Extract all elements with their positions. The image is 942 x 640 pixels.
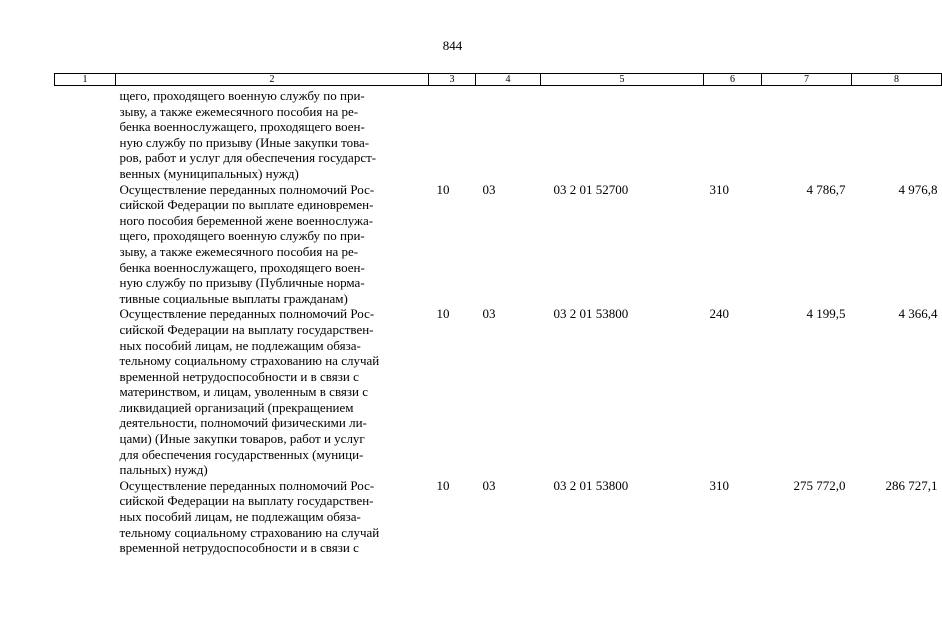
column-header-7: 7 — [762, 74, 852, 86]
table-row — [55, 182, 942, 307]
row-section — [429, 86, 476, 182]
row-subsection: 03 — [482, 477, 496, 493]
row-target-code: 03 2 01 52700 — [553, 181, 629, 197]
row-amount-year2 — [852, 86, 942, 182]
row-target-code — [541, 86, 704, 182]
row-amount-year2: 4 366,4 — [898, 306, 938, 322]
row-expense-type: 310 — [709, 477, 729, 493]
row-description: щего, проходящего военную службу по при- зыву, а также ежемесячного пособия на ре- бенка военнослужащего, проходящего воен- ную службу по призыву (Иные закупки това- ров, работ и услуг для обеспечения государст- венных (муниципальных) нужд) — [119, 88, 377, 181]
budget-table — [54, 73, 942, 556]
row-section: 10 — [436, 181, 450, 197]
column-header-1: 1 — [55, 74, 116, 86]
row-index-cell — [55, 86, 116, 182]
row-target-code: 03 2 01 53800 — [553, 306, 629, 322]
page-number: 844 — [442, 38, 463, 53]
row-amount-year2: 286 727,1 — [885, 477, 938, 493]
row-description: Осуществление переданных полномочий Рос- сийской Федерации на выплату государствен- ных пособий лицам, не подлежащим обяза- тельному социальному страхованию на случай временной нетрудоспособности и в связи с — [119, 477, 380, 556]
column-header-6: 6 — [704, 74, 762, 86]
table-row — [55, 306, 942, 478]
column-header-3: 3 — [429, 74, 476, 86]
row-subsection: 03 — [482, 181, 496, 197]
table-row — [55, 86, 942, 182]
row-expense-type: 310 — [709, 181, 729, 197]
row-expense-type — [704, 86, 762, 182]
row-index-cell — [55, 478, 116, 556]
row-description: Осуществление переданных полномочий Рос- сийской Федерации на выплату государствен- ных пособий лицам, не подлежащим обяза- тельному социальному страхованию на случай временной нетрудоспособности и в связи с материнством, и лицам, уволенным в связи с ликвидацией организаций (прекращением деятельности, полномочий физическими ли- цами) (Иные закупки товаров, работ и услуг для обеспечения государственных (муници- пальных) нужд) — [119, 306, 380, 478]
column-header-8: 8 — [852, 74, 942, 86]
row-amount-year1: 275 772,0 — [793, 477, 846, 493]
row-description: Осуществление переданных полномочий Рос- сийской Федерации по выплате единовремен- ного пособия беременной жене военнослужа- щего, проходящего военную службу по при- зыву, а также ежемесячного пособия на ре- бенка военнослужащего, проходящего воен- ную службу по призыву (Публичные норма- тивные социальные выплаты гражданам) — [119, 181, 375, 306]
column-header-5: 5 — [541, 74, 704, 86]
row-amount-year1: 4 786,7 — [806, 181, 846, 197]
row-target-code: 03 2 01 53800 — [553, 477, 629, 493]
column-header-2: 2 — [116, 74, 429, 86]
row-index-cell — [55, 306, 116, 478]
row-section: 10 — [436, 477, 450, 493]
row-expense-type: 240 — [709, 306, 729, 322]
row-amount-year2: 4 976,8 — [898, 181, 938, 197]
row-subsection — [476, 86, 541, 182]
table-row — [55, 478, 942, 556]
table-header-row — [55, 74, 942, 86]
row-amount-year1 — [762, 86, 852, 182]
row-subsection: 03 — [482, 306, 496, 322]
row-amount-year1: 4 199,5 — [806, 306, 846, 322]
row-index-cell — [55, 182, 116, 307]
row-section: 10 — [436, 306, 450, 322]
column-header-4: 4 — [476, 74, 541, 86]
